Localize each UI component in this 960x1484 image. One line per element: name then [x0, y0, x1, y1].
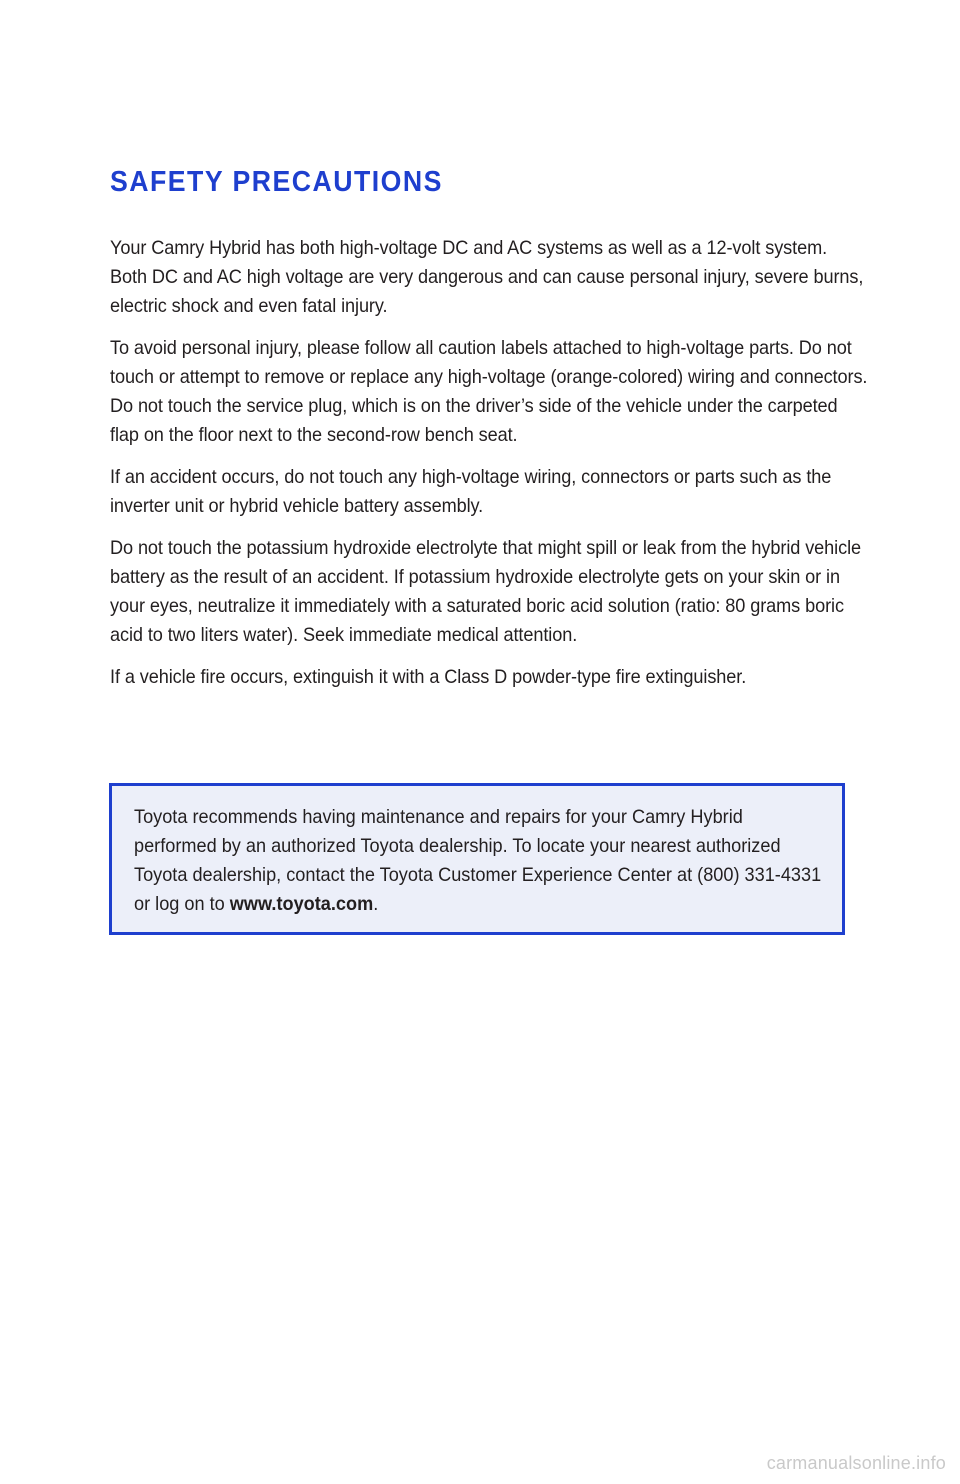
paragraph-accident	[110, 463, 882, 521]
text-line: Both DC and AC high voltage are very dangerous and can cause personal injury, severe burns,	[110, 266, 864, 288]
notice-prefix: or log on to	[134, 893, 230, 915]
paragraph-vehicle-fire	[110, 663, 882, 692]
paragraph-electrolyte	[110, 534, 882, 650]
text-line: To avoid personal injury, please follow all caution labels attached to high-voltage parts. Do not	[110, 337, 852, 359]
text-line: inverter unit or hybrid vehicle battery assembly.	[110, 495, 484, 517]
text-line: Do not touch the potassium hydroxide electrolyte that might spill or leak from the hybrid vehicle	[110, 537, 862, 559]
text-line: electric shock and even fatal injury.	[110, 295, 388, 317]
notice-line: Toyota dealership, contact the Toyota Customer Experience Center at (800) 331-4331	[134, 864, 822, 886]
paragraph-caution-labels	[110, 334, 882, 450]
maintenance-notice-box	[109, 783, 845, 935]
watermark-text: carmanualsonline.info	[766, 1453, 946, 1473]
text-line: battery as the result of an accident. If potassium hydroxide electrolyte gets on your skin or in	[110, 566, 840, 588]
toyota-website-link[interactable]: www.toyota.com	[229, 893, 374, 915]
notice-line: Toyota recommends having maintenance and repairs for your Camry Hybrid	[134, 806, 743, 828]
page-title: SAFETY PRECAUTIONS	[110, 166, 443, 198]
text-line: If a vehicle fire occurs, extinguish it with a Class D powder-type fire extinguisher.	[110, 666, 747, 688]
notice-suffix: .	[373, 893, 379, 915]
text-line: touch or attempt to remove or replace any high-voltage (orange-colored) wiring and connectors.	[110, 366, 868, 388]
text-line: acid to two liters water). Seek immediate medical attention.	[110, 624, 578, 646]
text-line: your eyes, neutralize it immediately with a saturated boric acid solution (ratio: 80 grams boric	[110, 595, 844, 617]
notice-line: performed by an authorized Toyota dealership. To locate your nearest authorized	[134, 835, 781, 857]
text-line: Your Camry Hybrid has both high-voltage DC and AC systems as well as a 12-volt system.	[110, 237, 828, 259]
notice-line-last	[134, 890, 804, 919]
text-line: flap on the floor next to the second-row bench seat.	[110, 424, 518, 446]
paragraph-high-voltage-systems	[110, 234, 882, 321]
text-line: Do not touch the service plug, which is on the driver’s side of the vehicle under the carpeted	[110, 395, 838, 417]
text-line: If an accident occurs, do not touch any high-voltage wiring, connectors or parts such as the	[110, 466, 832, 488]
safety-text-body	[110, 234, 930, 705]
notice-text	[134, 803, 822, 919]
